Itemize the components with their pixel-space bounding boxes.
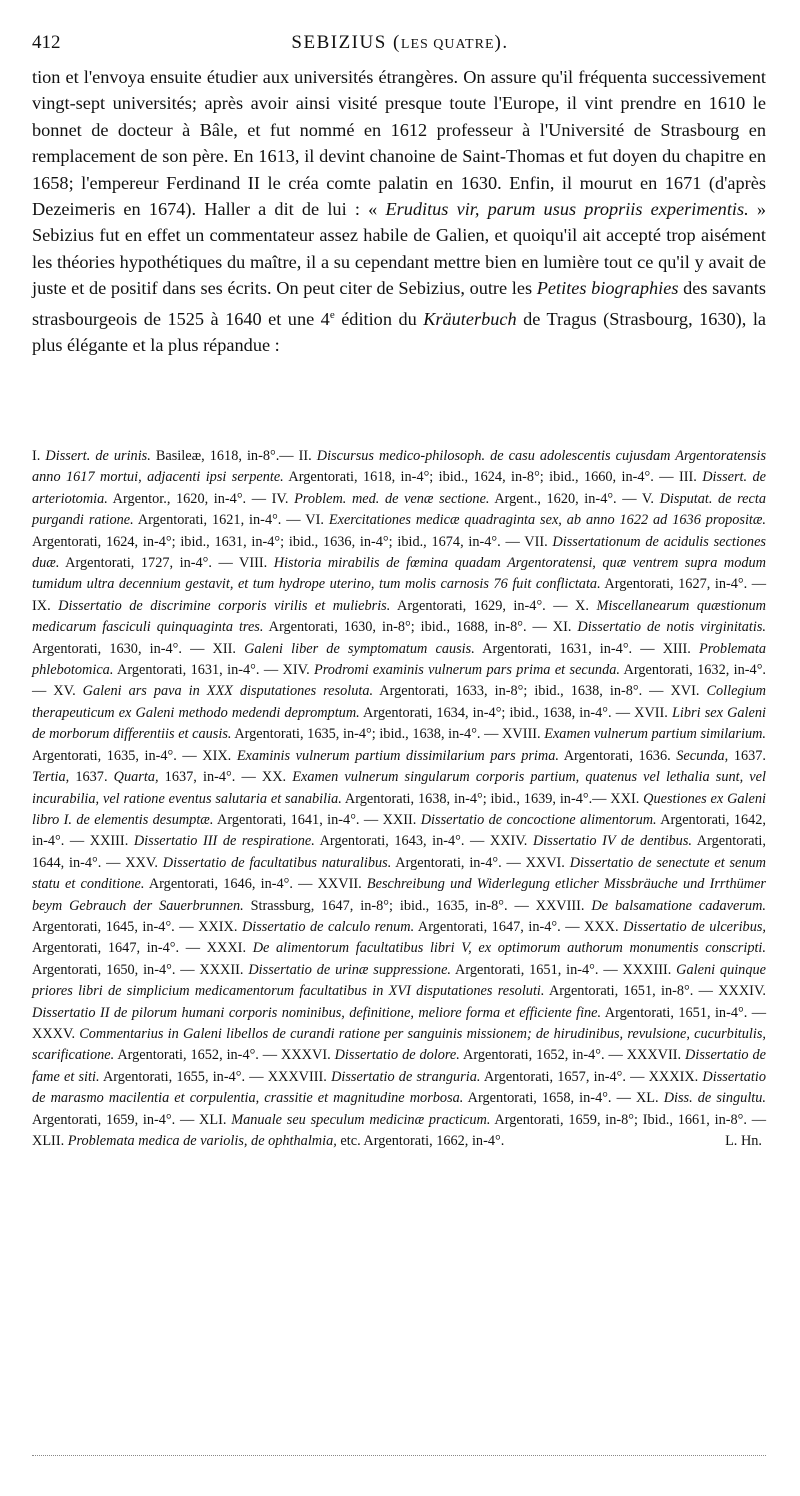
entry-title: Problemata phlebotomica.	[32, 640, 766, 679]
entry-details: Argentorati, 1646, in-4°. —	[144, 876, 318, 893]
body-text-part: de Tragus (Strasbourg, 1630), la plus élégante et la plus répandue :	[32, 308, 767, 356]
entry-title: Dissertatio IV de dentibus.	[532, 833, 692, 850]
entry-title: Dissertatio de stranguria.	[331, 1068, 481, 1085]
bibliography-list	[32, 446, 766, 1152]
entry-title: Examinis vulnerum partium dissimilarium pars prima.	[236, 747, 559, 764]
author-signature: L. Hn.	[725, 1133, 762, 1149]
entry-details: Argentorati, 1651, in-4°. —	[451, 961, 623, 978]
entry-number: XXXVII.	[626, 1047, 686, 1064]
entry-title: Dissertatio III de respiratione.	[133, 833, 315, 850]
entry-details: 1637, in-4°. —	[158, 769, 262, 786]
work-title: Kräuterbuch	[423, 308, 517, 329]
entry-title: Dissertatio de notis virginitatis.	[577, 619, 766, 636]
entry-details: Argentorati, 1659, in-4°. —	[32, 1111, 200, 1128]
entry-number: XXIII.	[89, 833, 134, 850]
entry-title: Dissertatio II de pilorum humani corporis nominibus, definitione, meliore forma et efficiente fine.	[32, 1004, 602, 1021]
bibliography-entry	[281, 1047, 627, 1063]
entry-number: XL.	[635, 1090, 664, 1107]
entry-details: Argentorati, 1636.	[558, 747, 677, 764]
entry-details: Argentorati, 1647, in-4°. —	[32, 940, 207, 957]
bibliography-entry	[198, 919, 584, 935]
entry-title: Examen vulnerum singularum corporis partium, quatenus vel lethalia sunt, vel incurabilia, vel ratione eventus salutaria et sanabilia.	[32, 769, 766, 807]
entry-title: Exercitationes medicæ quadraginta sex, ab anno 1622 ad 1636 propositæ.	[328, 512, 767, 529]
entry-details: Argentorati, 1652, in-4°. —	[114, 1047, 282, 1064]
entry-title: Galeni quinque priores libri de simplicium medicamentorum facultatibus in XVI disputationes resoluti.	[32, 961, 766, 1000]
entry-number: XII.	[212, 640, 245, 657]
entry-details: Argentorati, 1631, in-4°. —	[113, 662, 283, 679]
bibliography-entry	[32, 769, 114, 785]
entry-details: Argentorati, 1651, in-8°. —	[544, 983, 719, 1000]
entry-number: IV.	[271, 490, 295, 507]
entry-details: Argentorati, 1629, in-4°. —	[390, 597, 576, 614]
entry-details: Argentorati, 1642, in-4°. —	[32, 811, 766, 850]
entry-title: Dissertatio de fame et siti.	[32, 1047, 766, 1085]
entry-number: XLI.	[199, 1111, 232, 1128]
running-title	[32, 32, 768, 54]
entry-number: XXVIII.	[535, 897, 592, 914]
entry-number: XVI.	[670, 683, 707, 700]
entry-details: Argentorati, 1727, in-4°. —	[59, 555, 240, 572]
entry-number: XXVII.	[317, 876, 367, 893]
entry-title: Dissert. de urinis.	[45, 448, 151, 464]
entry-details: Argentorati, 1630, in-4°. —	[32, 640, 213, 657]
running-title-smallcaps: LES QUATRE	[400, 37, 495, 52]
bibliography-entry	[272, 491, 642, 507]
body-text-part: des savants strasbourgeois de 1525 à 1640 et une 4	[32, 278, 766, 329]
superscript: e	[329, 308, 335, 321]
bibliography-entry	[90, 833, 490, 849]
entry-number: XXXII.	[199, 961, 249, 978]
entry-details: Argent., 1620, in-4°. —	[489, 490, 642, 507]
entry-number: XXI.	[610, 790, 644, 807]
entry-number: XVII.	[634, 704, 672, 721]
entry-title: Beschreibung und Widerlegung etlicher Missbräuche und Irrthümer beym Gebrauch der Sauerbrunnen.	[32, 876, 766, 914]
entry-details: Argentorati, 1627, in-4°. —	[600, 576, 766, 593]
entry-details: Argentorati, 1655, in-4°. —	[99, 1068, 268, 1085]
bibliography-entry	[32, 448, 299, 464]
entry-details: Strassburg, 1647, in-8°; ibid., 1635, in-8°. —	[243, 897, 536, 914]
entry-number: XIX.	[202, 747, 237, 764]
entry-details: Argentorati, 1645, in-4°. —	[32, 918, 199, 935]
entry-title: De alimentorum facultatibus libri V, ex optimorum authorum monumentis conscripti.	[252, 940, 766, 957]
entry-number: I.	[32, 448, 46, 464]
entry-details: Argentorati, 1643, in-4°. —	[314, 833, 490, 850]
entry-number: XV.	[53, 683, 83, 700]
entry-title: Dissertatio de dolore.	[334, 1047, 460, 1064]
haller-quote: Eruditus vir, parum usus propriis experimentis.	[385, 199, 749, 220]
entry-number: XX.	[261, 769, 293, 786]
entry-details: 1637.	[69, 769, 114, 786]
body-text-part: » Sebizius fut en effet un commentateur assez habile de Galien, et quoiqu'il ait accepté trop aisément les théories hypothétiques du maître, il a su cependant mettre bien en lumière tout ce qu'il y avait de juste et de positif dans ses écrits. On peut citer de Sebizius, outre les	[32, 199, 766, 299]
entry-title: Historia mirabilis de fœmina quadam Argentoratensi, quæ ventrem supra modum tumidum ultra decennium gestavit, et tum hydrope uterino, tum molis carnosis 76 fuit conflictata.	[32, 555, 767, 593]
entry-details: Argentorati, 1634, in-4°; ibid., 1638, in-4°. —	[359, 704, 635, 721]
entry-details: 1637.	[728, 747, 766, 764]
entry-details: Basileæ, 1618, in-8°.—	[150, 448, 299, 464]
entry-number: XXXV.	[32, 1025, 80, 1042]
entry-details: Argentorati, in-4°. —	[391, 854, 526, 871]
bibliography-entry	[32, 598, 575, 614]
entry-title: Tertia,	[32, 769, 70, 786]
work-title: Petites biographies	[536, 278, 679, 299]
entry-title: Manuale seu speculum medicinæ practicum.	[231, 1111, 491, 1128]
entry-details: Argentorati, 1638, in-4°; ibid., 1639, in-4°.—	[341, 790, 611, 807]
entry-number: III.	[678, 469, 703, 486]
entry-title: Secunda,	[676, 747, 729, 764]
entry-title: Dissertatio de ulceribus,	[623, 918, 766, 935]
entry-details: Argentorati, 1632, in-4°. —	[32, 662, 766, 700]
entry-title: Problem. med. de venæ sectione.	[294, 490, 490, 507]
entry-number: XXXIV.	[718, 983, 766, 1000]
entry-title: Dissertatio de facultatibus naturalibus.	[162, 854, 392, 871]
entry-number: XIV.	[282, 662, 315, 679]
entry-title: Dissertatio de urinæ suppressione.	[248, 961, 451, 978]
entry-number: XXIX.	[198, 918, 242, 935]
entry-number: XVIII.	[502, 726, 545, 743]
body-text-part: tion et l'envoya ensuite étudier aux universités étrangères. On assure qu'il fréquenta successivement vingt-sept universités; après avoir ainsi visité presque toute l'Europe, il vint prendre en 1610 le bonnet de docteur à Bâle, et fut nommé en 1612 professeur à l'Université de Strasbourg en remplacement de son père. En 1613, il devint chanoine de Saint-Thomas et fut doyen du chapitre en 1658; l'empereur Ferdinand II le créa comte palatin en 1630. Enfin, il mourut en 1671 (d'après Dezeimeris en 1674). Haller a dit de lui : «	[32, 67, 766, 220]
entry-number: XIII.	[662, 640, 700, 657]
entry-title: Examen vulnerum partium similarium.	[544, 726, 766, 743]
entry-details: Argentorati, 1630, in-8°; ibid., 1688, in-8°. —	[263, 619, 553, 636]
entry-details: Argentorati, 1657, in-4°. —	[480, 1068, 649, 1085]
bibliography-entry	[199, 962, 622, 978]
bibliography-entry	[268, 1069, 649, 1085]
entry-number: VII.	[524, 533, 553, 550]
entry-title: Questiones ex Galeni libro I. de elementis desumptæ.	[32, 790, 766, 828]
entry-title: Dissertationum de acidulis sectiones duæ.	[32, 533, 766, 572]
entry-details: Argentorati, 1624, in-4°; ibid., 1631, in-4°; ibid., 1636, in-4°; ibid., 1674, in-4°. —	[32, 533, 525, 550]
entry-title: Libri sex Galeni de morborum differentiis et causis.	[32, 704, 766, 743]
entry-title: Quarta,	[113, 769, 159, 786]
entry-title: Dissertatio de marasmo macilentia et corpulentia, crassitie et magnitudine morbosa.	[32, 1068, 766, 1107]
entry-number: XXX.	[584, 918, 624, 935]
entry-title: Discursus medico-philosoph. de casu adolescentis cujusdam Argentoratensis anno 1617 mortui, adjacenti ipsi serpente.	[32, 448, 767, 486]
entry-title: Dissertatio de concoctione alimentorum.	[420, 811, 657, 828]
entry-details: Argentorati, 1635, in-4°. —	[32, 747, 203, 764]
entry-title: Dissert. de arteriotomia.	[32, 469, 766, 507]
entry-details: Argentor., 1620, in-4°. —	[107, 490, 272, 507]
entry-title: Dissertatio de discrimine corporis virilis et muliebris.	[58, 597, 391, 614]
entry-details: Argentorati, 1647, in-4°. —	[414, 918, 585, 935]
entry-number: XXIV.	[489, 833, 533, 850]
entry-details: Argentorati, 1621, in-4°. —	[133, 512, 306, 529]
entry-title: Problemata medica de variolis, de ophthalmia,	[67, 1133, 337, 1149]
entry-number: XXV.	[125, 854, 163, 871]
entry-number: XI.	[552, 619, 578, 636]
entry-details: Argentorati, 1631, in-4°. —	[474, 640, 663, 657]
entry-title: Galeni liber de symptomatum causis.	[244, 640, 475, 657]
entry-title: Miscellanearum quæstionum medicarum fasciculi quinquaginta tres.	[32, 597, 766, 636]
entry-number: XXXI.	[206, 940, 253, 957]
entry-details: Argentorati, 1633, in-8°; ibid., 1638, in-8°. —	[373, 683, 671, 700]
entry-details: Argentorati, 1635, in-4°; ibid., 1638, in-4°. —	[231, 726, 503, 743]
running-title-main: SEBIZIUS (	[291, 32, 401, 53]
entry-details: Argentorati, 1652, in-4°. —	[459, 1047, 627, 1064]
page-header	[32, 28, 768, 58]
bibliography-entry	[125, 855, 525, 871]
entry-number: XXXVI.	[281, 1047, 335, 1064]
entry-number: VIII.	[239, 555, 274, 572]
entry-details: Argentorati, 1651, in-4°. —	[601, 1004, 766, 1021]
entry-title: Dissertatio de senectute et senum statu et conditione.	[32, 854, 767, 893]
entry-details: Argentorati, 1618, in-4°; ibid., 1624, in-8°; ibid., 1660, in-4°. —	[283, 469, 679, 486]
entry-title: Commentarius in Galeni libellos de curandi ratione per sanguinis missionem; de hirudinibus, revulsione, cucurbitulis, scarificatione.	[32, 1025, 767, 1064]
entry-details: etc. Argentorati, 1662, in-4°.	[336, 1133, 505, 1149]
entry-number: IX.	[32, 597, 59, 614]
entry-number: XXVI.	[525, 854, 570, 871]
entry-details: Argentorati, 1658, in-4°. —	[463, 1090, 636, 1107]
entry-number: XXXVIII.	[267, 1068, 332, 1085]
entry-number: XXXIX.	[648, 1068, 703, 1085]
page-number: 412	[32, 32, 61, 53]
entry-number: VI.	[305, 512, 329, 529]
entry-number: XLII.	[32, 1133, 68, 1149]
bibliography-entry	[202, 748, 676, 764]
body-text-part: édition du	[334, 308, 424, 329]
bibliography-entry	[53, 683, 670, 699]
bibliography-entry	[213, 641, 663, 657]
entry-details: Argentorati, 1641, in-4°. —	[213, 811, 383, 828]
entry-title: Disputat. de recta purgandi ratione.	[32, 490, 766, 529]
entry-number: II.	[298, 448, 317, 464]
bibliography-entry	[114, 769, 262, 785]
bibliography-entry	[199, 1112, 766, 1128]
entry-title: Dissertatio de calculo renum.	[241, 918, 415, 935]
footer-dotted-rule	[32, 1455, 766, 1456]
entry-title: Diss. de singultu.	[663, 1090, 766, 1107]
bibliography-entry	[32, 1133, 504, 1149]
entry-title: Prodromi examinis vulnerum pars prima et secunda.	[314, 662, 620, 679]
entry-details: Argentorati, 1644, in-4°. —	[32, 833, 766, 871]
entry-number: V.	[641, 490, 660, 507]
entry-number: X.	[575, 597, 597, 614]
bibliography	[32, 446, 766, 1152]
body-paragraph	[32, 64, 766, 359]
entry-number: XXXIII.	[622, 961, 677, 978]
entry-details: Argentorati, 1650, in-4°. —	[32, 961, 200, 978]
entry-title: Galeni ars pava in XXX disputationes resoluta.	[82, 683, 374, 700]
running-title-end: ).	[494, 32, 509, 53]
entry-title: De balsamatione cadaverum.	[591, 897, 766, 914]
entry-number: XXII.	[382, 811, 421, 828]
entry-details: Argentorati, 1659, in-8°; Ibid., 1661, in-8°. —	[490, 1111, 766, 1128]
bibliography-entry	[676, 748, 766, 764]
entry-title: Collegium therapeuticum ex Galeni methodo medendi depromptum.	[32, 683, 767, 721]
